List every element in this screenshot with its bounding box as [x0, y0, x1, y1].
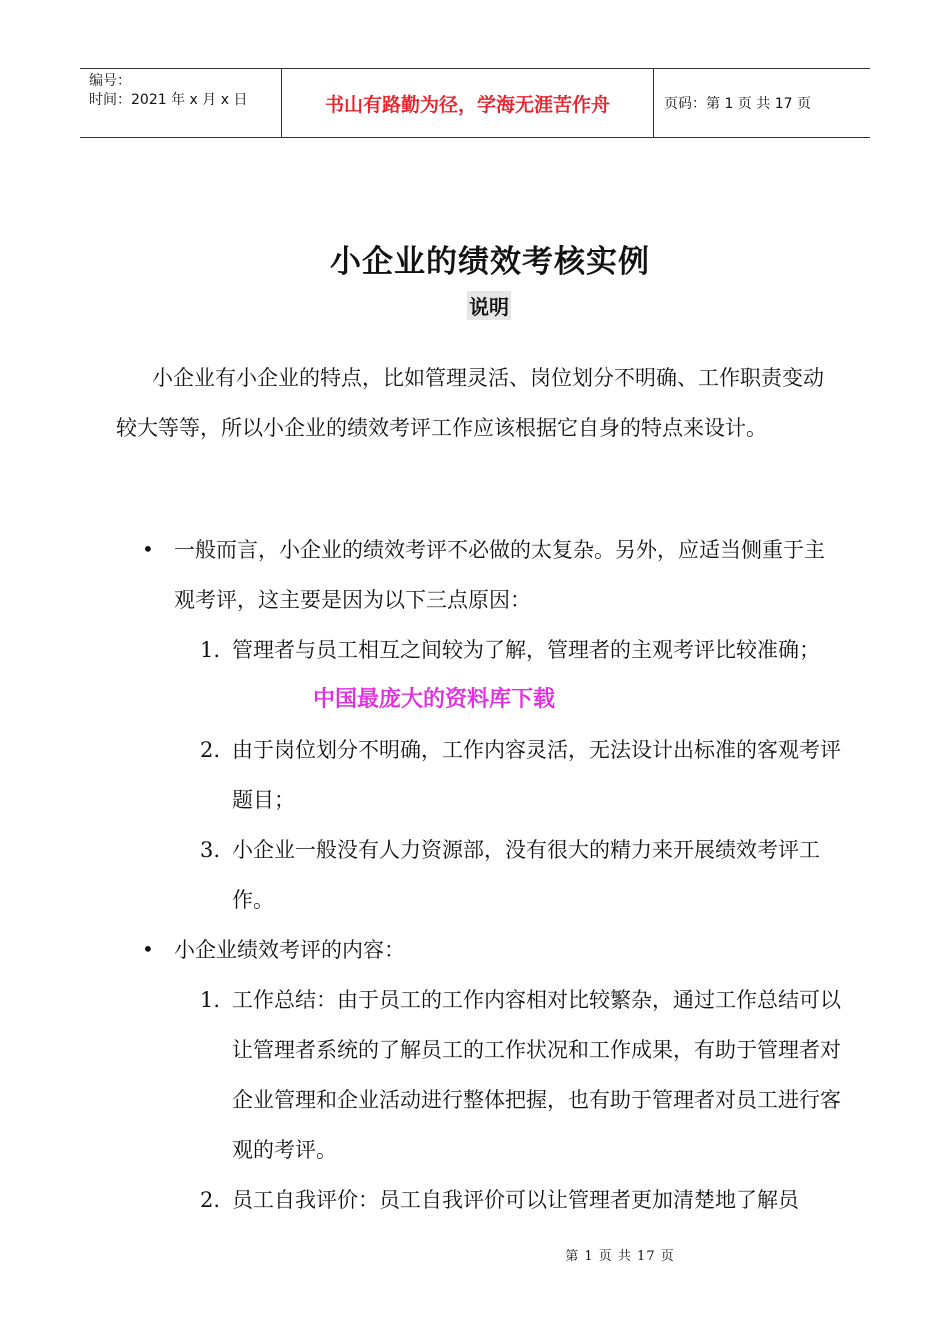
- date-label: 时间：2021 年 x 月 x 日: [89, 92, 248, 108]
- bullet-dot: •: [142, 937, 154, 961]
- document-title: 小企业的绩效考核实例: [330, 244, 650, 280]
- bullet-dot: •: [142, 537, 154, 561]
- intro-paragraph: 小企业有小企业的特点，比如管理灵活、岗位划分不明确、工作职责变动较大等等，所以小企业的绩效考评工作应该根据它自身的特点来设计。: [116, 366, 824, 440]
- header-page-info: 页码：第 1 页 共 17 页: [664, 96, 811, 112]
- page-footer: 第 1 页 共 17 页: [565, 1249, 675, 1264]
- list-number: 2.: [200, 1188, 221, 1212]
- section2-text: 小企业绩效考评的内容：: [174, 938, 405, 962]
- list-item-text: 由于岗位划分不明确，工作内容灵活，无法设计出标准的客观考评题目；: [232, 738, 841, 812]
- section1-text: 一般而言，小企业的绩效考评不必做的太复杂。另外，应适当侧重于主观考评，这主要是因为以下三点原因：: [174, 538, 825, 612]
- list-number: 3.: [200, 838, 221, 862]
- list-number: 2.: [200, 738, 221, 762]
- list-number: 1.: [200, 988, 221, 1012]
- header-table: [80, 68, 870, 138]
- header-meta: [80, 69, 282, 137]
- header-motto: 书山有路勤为径，学海无涯苦作舟: [282, 69, 654, 137]
- code-label: 编号：: [89, 73, 131, 89]
- list-item-text: 员工自我评价：员工自我评价可以让管理者更加清楚地了解员: [232, 1188, 799, 1212]
- list-item-text: 管理者与员工相互之间较为了解，管理者的主观考评比较准确；: [232, 638, 820, 662]
- watermark-text: 中国最庞大的资料库下载: [313, 687, 556, 712]
- list-item-text: 工作总结：由于员工的工作内容相对比较繁杂，通过工作总结可以让管理者系统的了解员工的工作状况和工作成果，有助于管理者对企业管理和企业活动进行整体把握，也有助于管理者对员工进行客观的考评。: [232, 988, 841, 1162]
- document-subtitle: 说明: [467, 291, 511, 320]
- list-number: 1.: [200, 638, 221, 662]
- list-item-text: 小企业一般没有人力资源部，没有很大的精力来开展绩效考评工作。: [232, 838, 820, 912]
